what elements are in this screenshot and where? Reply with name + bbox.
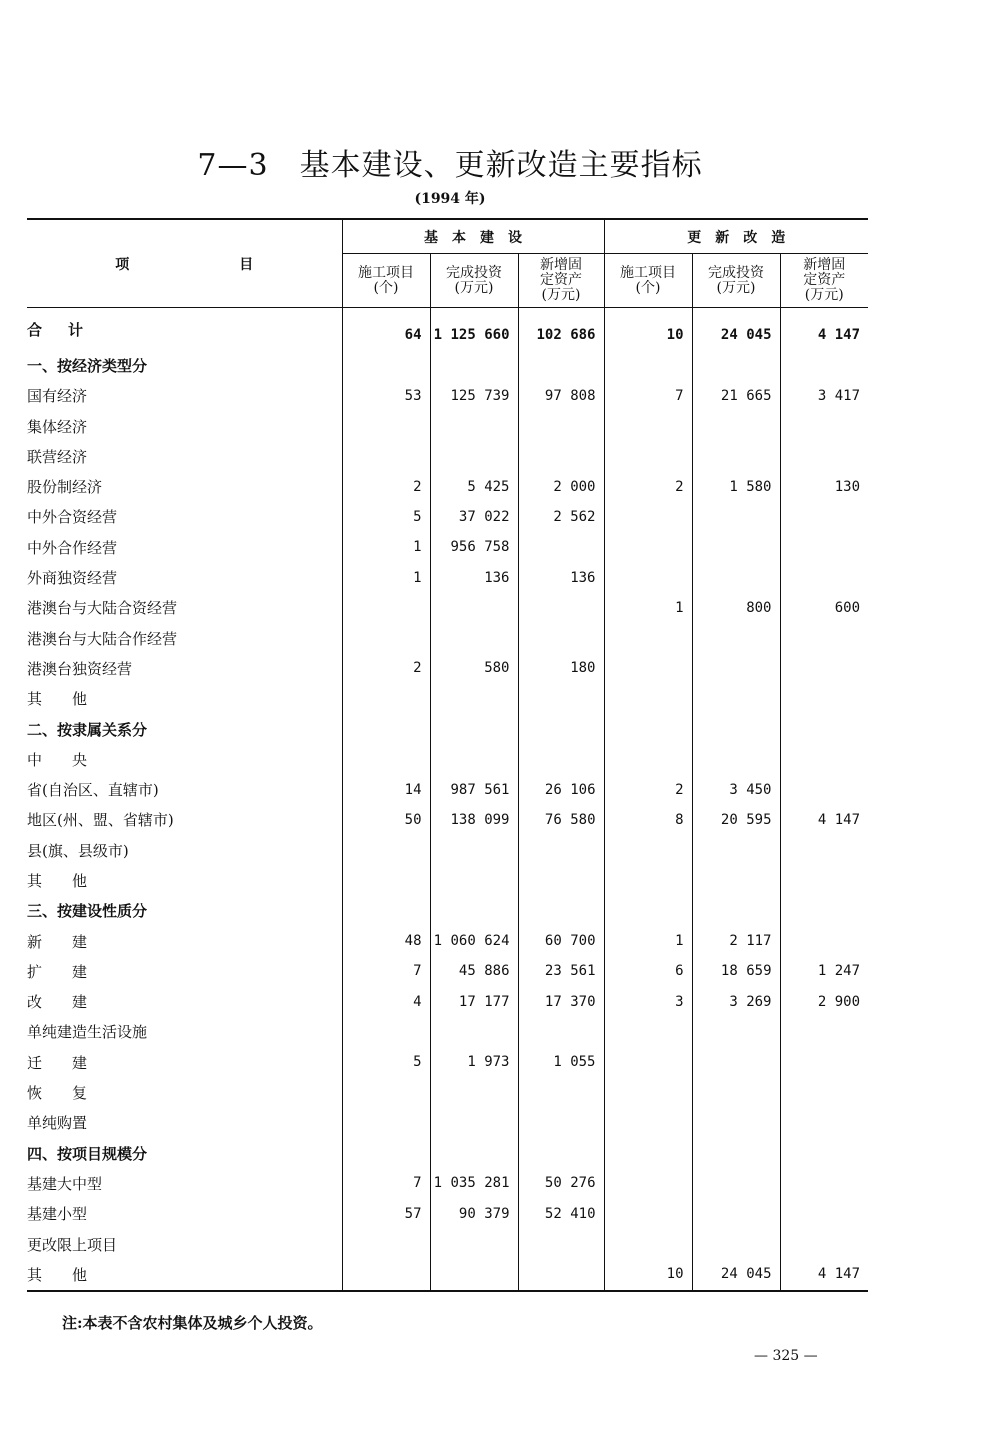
table-cell	[342, 744, 430, 774]
table-row	[27, 1077, 868, 1107]
table-cell	[604, 1138, 692, 1168]
row-label: 集体经济	[27, 417, 88, 436]
table-cell	[342, 1108, 430, 1138]
table-cell: 18 659	[692, 956, 780, 986]
table-cell	[430, 1138, 518, 1168]
table-cell	[342, 714, 430, 744]
table-cell	[604, 1229, 692, 1259]
table-cell	[430, 1259, 518, 1290]
group-header-renovation: 更 新 改 造	[604, 219, 868, 254]
item-header-right: 目	[239, 256, 254, 273]
col-header-basic-projects: 施工项目 (个)	[342, 254, 430, 308]
table-cell	[780, 684, 868, 714]
row-label: 中外合资经营	[27, 508, 118, 527]
table-cell: 2 900	[780, 987, 868, 1017]
table-subtitle: (1994 年)	[414, 191, 486, 207]
table-cell: 45 886	[430, 956, 518, 986]
table-cell: 17 370	[518, 987, 604, 1017]
table-cell	[342, 411, 430, 441]
table-cell	[430, 1229, 518, 1259]
table-cell	[604, 835, 692, 865]
row-label: 基建大中型	[27, 1174, 103, 1193]
table-row	[27, 1229, 868, 1259]
table-row	[27, 1259, 868, 1290]
table-cell	[780, 653, 868, 683]
table-cell	[430, 441, 518, 471]
row-label: 其 他	[27, 690, 88, 709]
row-label: 港澳台独资经营	[27, 659, 133, 678]
table-cell: 23 561	[518, 956, 604, 986]
table-cell: 52 410	[518, 1199, 604, 1229]
table-cell	[342, 865, 430, 895]
table-cell	[604, 411, 692, 441]
table-cell: 1 247	[780, 956, 868, 986]
table-cell	[780, 350, 868, 380]
table-cell	[692, 835, 780, 865]
table-cell	[692, 1108, 780, 1138]
table-row	[27, 865, 868, 895]
table-cell	[342, 1077, 430, 1107]
table-cell	[692, 653, 780, 683]
row-label: 港澳台与大陆合作经营	[27, 629, 178, 648]
table-cell	[604, 1077, 692, 1107]
table-cell	[692, 623, 780, 653]
table-cell	[780, 1047, 868, 1077]
row-label: 改 建	[27, 993, 88, 1012]
table-cell: 1	[604, 593, 692, 623]
table-body	[27, 308, 868, 1291]
table-cell: 7	[604, 381, 692, 411]
table-cell: 97 808	[518, 381, 604, 411]
table-cell: 987 561	[430, 774, 518, 804]
table-row	[27, 350, 868, 380]
row-label: 国有经济	[27, 387, 88, 406]
table-cell	[604, 502, 692, 532]
table-cell	[692, 1199, 780, 1229]
table-cell	[692, 562, 780, 592]
table-cell: 5	[342, 502, 430, 532]
table-cell	[604, 714, 692, 744]
table-row	[27, 987, 868, 1017]
table-cell	[692, 502, 780, 532]
table-row	[27, 1108, 868, 1138]
table-cell	[780, 1077, 868, 1107]
table-cell: 5 425	[430, 471, 518, 501]
table-cell	[430, 896, 518, 926]
table-cell	[780, 865, 868, 895]
table-row	[27, 835, 868, 865]
table-cell	[518, 1017, 604, 1047]
table-cell: 50 276	[518, 1168, 604, 1198]
row-label: 单纯购置	[27, 1114, 88, 1133]
col-header-renew-new-assets: 新增固 定资产 (万元)	[780, 254, 868, 308]
table-cell: 2 562	[518, 502, 604, 532]
table-row	[27, 441, 868, 471]
table-cell	[518, 1138, 604, 1168]
table-cell: 64	[342, 308, 430, 351]
section-heading: 一、按经济类型分	[27, 356, 148, 375]
table-cell	[780, 502, 868, 532]
table-cell	[518, 1108, 604, 1138]
table-cell: 2	[342, 471, 430, 501]
table-cell: 125 739	[430, 381, 518, 411]
table-cell	[342, 623, 430, 653]
table-cell	[430, 744, 518, 774]
table-row	[27, 502, 868, 532]
table-cell: 17 177	[430, 987, 518, 1017]
table-cell: 6	[604, 956, 692, 986]
table-cell	[604, 350, 692, 380]
table-cell: 1 035 281	[430, 1168, 518, 1198]
table-cell	[604, 896, 692, 926]
col-header-basic-new-assets: 新增固 定资产 (万元)	[518, 254, 604, 308]
table-cell	[430, 835, 518, 865]
table-cell	[342, 684, 430, 714]
table-cell	[692, 350, 780, 380]
row-label: 股份制经济	[27, 478, 103, 497]
table-row	[27, 714, 868, 744]
table-cell	[342, 1017, 430, 1047]
table-cell	[604, 441, 692, 471]
table-cell: 2	[342, 653, 430, 683]
table-cell: 48	[342, 926, 430, 956]
table-cell: 10	[604, 1259, 692, 1290]
table-cell: 180	[518, 653, 604, 683]
table-cell: 136	[430, 562, 518, 592]
table-row	[27, 623, 868, 653]
table-cell	[692, 1138, 780, 1168]
table-cell	[430, 350, 518, 380]
table-cell	[780, 441, 868, 471]
section-heading: 二、按隶属关系分	[27, 720, 148, 739]
table-cell	[518, 1259, 604, 1290]
table-cell	[604, 1017, 692, 1047]
statistics-table	[27, 218, 868, 1292]
table-cell	[780, 774, 868, 804]
table-cell: 24 045	[692, 1259, 780, 1290]
table-cell	[604, 1199, 692, 1229]
table-cell: 4 147	[780, 308, 868, 351]
table-cell	[518, 896, 604, 926]
table-cell: 800	[692, 593, 780, 623]
table-cell: 10	[604, 308, 692, 351]
table-cell	[604, 1047, 692, 1077]
row-label: 省(自治区、直辖市)	[27, 781, 159, 800]
table-row	[27, 1168, 868, 1198]
row-label: 港澳台与大陆合资经营	[27, 599, 178, 618]
table-cell: 14	[342, 774, 430, 804]
row-label: 其 他	[27, 1259, 342, 1290]
table-cell	[518, 835, 604, 865]
table-cell: 600	[780, 593, 868, 623]
table-cell: 2 000	[518, 471, 604, 501]
table-cell	[692, 411, 780, 441]
table-cell	[518, 714, 604, 744]
table-row	[27, 1138, 868, 1168]
table-row	[27, 956, 868, 986]
table-cell: 136	[518, 562, 604, 592]
table-cell	[780, 623, 868, 653]
row-label: 基建小型	[27, 1205, 88, 1224]
table-cell	[430, 684, 518, 714]
row-label: 中外合作经营	[27, 538, 118, 557]
table-cell	[780, 1229, 868, 1259]
table-cell: 5	[342, 1047, 430, 1077]
table-note: 注:本表不含农村集体及城乡个人投资。	[62, 1314, 323, 1332]
table-cell	[518, 1077, 604, 1107]
table-cell	[780, 835, 868, 865]
row-label: 县(旗、县级市)	[27, 841, 129, 860]
table-cell	[780, 1168, 868, 1198]
table-cell	[692, 714, 780, 744]
col-header-renew-investment: 完成投资 (万元)	[692, 254, 780, 308]
table-cell	[342, 441, 430, 471]
table-cell: 8	[604, 805, 692, 835]
table-row	[27, 1047, 868, 1077]
group-header-basic-construction: 基 本 建 设	[342, 219, 604, 254]
table-row	[27, 532, 868, 562]
table-cell: 26 106	[518, 774, 604, 804]
table-cell	[604, 532, 692, 562]
table-cell	[780, 1199, 868, 1229]
table-cell: 2 117	[692, 926, 780, 956]
table-cell	[518, 1229, 604, 1259]
table-row	[27, 593, 868, 623]
table-cell	[342, 593, 430, 623]
table-row	[27, 744, 868, 774]
table-cell	[692, 1077, 780, 1107]
table-cell	[692, 1047, 780, 1077]
table-cell: 3 417	[780, 381, 868, 411]
table-cell	[780, 896, 868, 926]
table-cell: 7	[342, 956, 430, 986]
table-cell: 24 045	[692, 308, 780, 351]
table-cell	[604, 865, 692, 895]
table-row	[27, 411, 868, 441]
row-label: 合计	[27, 320, 110, 339]
table-cell	[780, 562, 868, 592]
table-cell	[518, 623, 604, 653]
table-row	[27, 774, 868, 804]
table-cell: 102 686	[518, 308, 604, 351]
table-cell: 37 022	[430, 502, 518, 532]
table-cell	[780, 1017, 868, 1047]
table-row	[27, 1017, 868, 1047]
table-cell: 2	[604, 471, 692, 501]
table-cell	[518, 532, 604, 562]
table-cell	[780, 926, 868, 956]
table-cell	[692, 865, 780, 895]
table-cell: 3 450	[692, 774, 780, 804]
table-cell: 1	[342, 532, 430, 562]
table-cell: 21 665	[692, 381, 780, 411]
table-cell: 1	[604, 926, 692, 956]
table-cell: 50	[342, 805, 430, 835]
table-cell	[430, 593, 518, 623]
table-row	[27, 471, 868, 501]
section-heading: 四、按项目规模分	[27, 1144, 148, 1163]
table-cell	[604, 1108, 692, 1138]
table-cell	[780, 532, 868, 562]
table-cell	[692, 744, 780, 774]
table-cell: 2	[604, 774, 692, 804]
table-cell	[518, 411, 604, 441]
row-label: 外商独资经营	[27, 569, 118, 588]
table-cell	[342, 835, 430, 865]
item-header-left: 项	[115, 256, 130, 273]
table-cell	[342, 896, 430, 926]
table-cell: 1 580	[692, 471, 780, 501]
table-cell	[692, 1017, 780, 1047]
table-cell	[692, 441, 780, 471]
table-cell: 1 125 660	[430, 308, 518, 351]
table-cell	[430, 623, 518, 653]
table-cell	[518, 593, 604, 623]
table-cell: 53	[342, 381, 430, 411]
table-cell	[692, 532, 780, 562]
page-number: — 325 —	[754, 1348, 818, 1364]
table-cell	[604, 1168, 692, 1198]
row-label: 地区(州、盟、省辖市)	[27, 811, 174, 830]
table-cell	[780, 714, 868, 744]
table-cell: 60 700	[518, 926, 604, 956]
table-cell	[430, 1108, 518, 1138]
col-header-renew-projects: 施工项目 (个)	[604, 254, 692, 308]
table-cell: 1 060 624	[430, 926, 518, 956]
table-cell: 76 580	[518, 805, 604, 835]
table-cell	[430, 865, 518, 895]
row-label: 新 建	[27, 932, 88, 951]
table-cell	[342, 1259, 430, 1290]
table-cell	[430, 714, 518, 744]
col-header-basic-investment: 完成投资 (万元)	[430, 254, 518, 308]
table-cell	[692, 1229, 780, 1259]
row-label: 单纯建造生活设施	[27, 1023, 148, 1042]
table-cell: 1 973	[430, 1047, 518, 1077]
table-cell	[604, 623, 692, 653]
table-row	[27, 653, 868, 683]
table-cell	[604, 653, 692, 683]
table-cell: 3 269	[692, 987, 780, 1017]
table-cell: 138 099	[430, 805, 518, 835]
table-cell	[342, 1229, 430, 1259]
table-cell	[780, 1138, 868, 1168]
table-cell	[342, 350, 430, 380]
table-cell: 130	[780, 471, 868, 501]
table-cell: 57	[342, 1199, 430, 1229]
table-row	[27, 926, 868, 956]
table-row	[27, 381, 868, 411]
table-cell	[518, 350, 604, 380]
table-row	[27, 684, 868, 714]
table-cell	[692, 1168, 780, 1198]
item-header	[27, 219, 342, 308]
table-cell: 20 595	[692, 805, 780, 835]
row-label: 迁 建	[27, 1053, 88, 1072]
row-label: 扩 建	[27, 962, 88, 981]
table-cell: 90 379	[430, 1199, 518, 1229]
table-cell	[518, 744, 604, 774]
table-cell: 1	[342, 562, 430, 592]
row-label: 联营经济	[27, 447, 88, 466]
table-cell: 1 055	[518, 1047, 604, 1077]
table-cell	[780, 411, 868, 441]
row-label: 更改限上项目	[27, 1235, 118, 1254]
table-cell: 7	[342, 1168, 430, 1198]
table-cell	[430, 411, 518, 441]
table-row	[27, 896, 868, 926]
section-heading: 三、按建设性质分	[27, 902, 148, 921]
table-row	[27, 562, 868, 592]
table-cell: 580	[430, 653, 518, 683]
table-cell: 4	[342, 987, 430, 1017]
table-cell	[430, 1017, 518, 1047]
table-cell	[604, 684, 692, 714]
table-cell	[604, 744, 692, 774]
table-cell: 3	[604, 987, 692, 1017]
table-cell: 956 758	[430, 532, 518, 562]
table-cell	[692, 684, 780, 714]
table-cell	[518, 865, 604, 895]
table-cell	[780, 744, 868, 774]
table-row	[27, 805, 868, 835]
table-cell	[518, 684, 604, 714]
header-group-row	[27, 219, 868, 254]
row-label: 恢 复	[27, 1084, 88, 1103]
table-title: 7—3 基本建设、更新改造主要指标	[197, 148, 703, 183]
table-cell	[430, 1077, 518, 1107]
table-row	[27, 308, 868, 351]
table-cell	[780, 1108, 868, 1138]
table-cell	[518, 441, 604, 471]
table-cell	[342, 1138, 430, 1168]
table-cell: 4 147	[780, 805, 868, 835]
row-label: 中 央	[27, 750, 88, 769]
table-cell	[692, 896, 780, 926]
row-label: 其 他	[27, 871, 88, 890]
table-cell: 4 147	[780, 1259, 868, 1290]
table-row	[27, 1199, 868, 1229]
table-cell	[604, 562, 692, 592]
